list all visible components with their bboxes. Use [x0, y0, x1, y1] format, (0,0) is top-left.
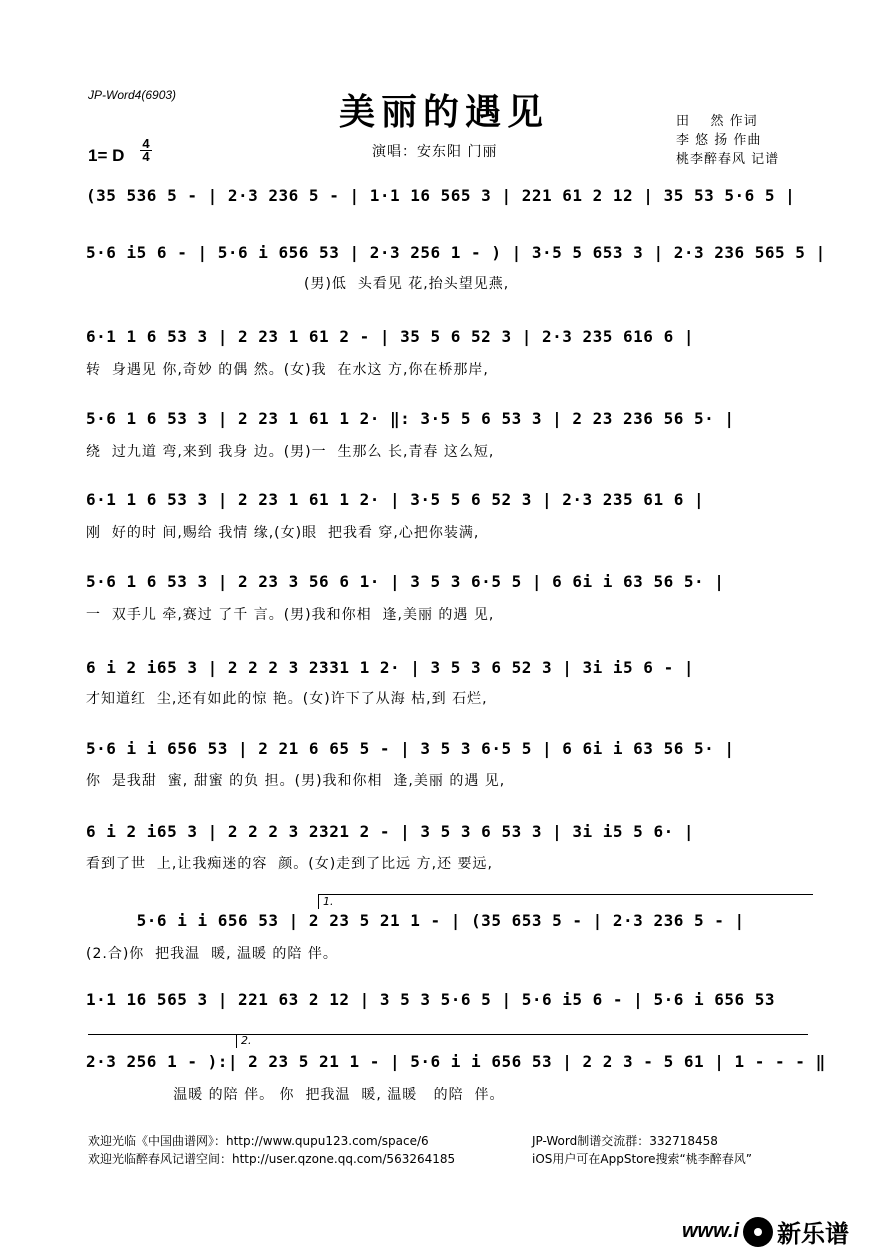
notes: 6 i 2 i65 3 | 2 2 2 3 2321 2 - | 3 5 3 6 53 3 | 3i i5 5 6· |	[86, 822, 694, 841]
notes: 5·6 i5 6 - | 5·6 i 656 53 | 2·3 256 1 - ) | 3·5 5 653 3 | 2·3 236 565 5 |	[86, 243, 826, 262]
lyrics: 看到了世 上,让我痴迷的容 颜。(女)走到了比远 方,还 要远,	[86, 856, 493, 872]
notes: 6 i 2 i65 3 | 2 2 2 3 2331 1 2· | 3 5 3 6 52 3 | 3i i5 6 - |	[86, 658, 694, 677]
logo-www: www.i	[682, 1220, 740, 1242]
footer-link-2[interactable]: 欢迎光临醉春风记谱空间：http://user.qzone.qq.com/563264185	[88, 1152, 456, 1166]
notes: 6·1 1 6 53 3 | 2 23 1 61 2 - | 35 5 6 52 3 | 2·3 235 616 6 |	[86, 327, 694, 346]
notes: 6·1 1 6 53 3 | 2 23 1 61 1 2· | 3·5 5 6 52 3 | 2·3 235 61 6 |	[86, 490, 705, 509]
key-signature: 1= D	[88, 146, 125, 165]
time-signature	[140, 138, 152, 163]
lyrics: 一 双手儿 牵,赛过 了千 言。(男)我和你相 逢,美丽 的遇 见,	[86, 607, 495, 623]
notes: 1·1 16 565 3 | 221 63 2 12 | 3 5 3 5·6 5 | 5·6 i5 6 - | 5·6 i 656 53	[86, 990, 776, 1009]
notes: 5·6 i i 656 53 | 2 23 5 21 1 - | (35 653 5 - | 2·3 236 5 - |	[86, 911, 745, 930]
notes: 5·6 1 6 53 3 | 2 23 3 56 6 1· | 3 5 3 6·5 5 | 6 6i i 63 56 5· |	[86, 572, 725, 591]
volta-2: 2.	[236, 1034, 801, 1048]
lyrics: (2.合)你 把我温 暖, 温暖 的陪 伴。	[86, 946, 338, 962]
watermark: JP-Word4(6903)	[88, 88, 177, 102]
singer: 演唱：安东阳 门丽	[372, 144, 498, 160]
notes: 5·6 1 6 53 3 | 2 23 1 61 1 2· ‖: 3·5 5 6 53 3 | 2 23 236 56 5· |	[86, 409, 735, 428]
logo-brand: 新乐谱	[777, 1220, 850, 1248]
song-title: 美丽的遇见	[338, 91, 549, 133]
lyrics: 绕 过九道 弯,来到 我身 边。(男)一 生那么 长,青春 这么短,	[86, 444, 495, 460]
record-icon	[743, 1217, 773, 1247]
footer-link-1[interactable]: 欢迎光临《中国曲谱网》：http://www.qupu123.com/space/6	[88, 1134, 429, 1148]
time-bottom: 4	[142, 149, 150, 164]
notes: (35 536 5 - | 2·3 236 5 - | 1·1 16 565 3 | 221 61 2 12 | 35 53 5·6 5 |	[86, 186, 796, 205]
lyrics: 才知道红 尘,还有如此的惊 艳。(女)许下了从海 枯,到 石烂,	[86, 691, 488, 707]
composer: 李 悠 扬 作曲	[676, 133, 762, 148]
transcriber: 桃李醉春风 记谱	[676, 152, 780, 167]
notes: 2·3 256 1 - ):| 2 23 5 21 1 - | 5·6 i i 656 53 | 2 2 3 - 5 61 | 1 - - - ‖	[86, 1052, 826, 1071]
time-top: 4	[142, 136, 150, 151]
footer-group: JP-Word制谱交流群：332718458	[532, 1134, 718, 1148]
site-logo[interactable]	[682, 1214, 849, 1249]
lyrics: 转 身遇见 你,奇妙 的偶 然。(女)我 在水这 方,你在桥那岸,	[86, 362, 489, 378]
lyrics: 你 是我甜 蜜, 甜蜜 的负 担。(男)我和你相 逢,美丽 的遇 见,	[86, 773, 506, 789]
credits	[676, 112, 779, 169]
lyrics: 刚 好的时 间,赐给 我情 缘,(女)眼 把我看 穿,心把你装满,	[86, 525, 480, 541]
notes: 5·6 i i 656 53 | 2 21 6 65 5 - | 3 5 3 6·5 5 | 6 6i i 63 56 5· |	[86, 739, 735, 758]
footer-ios: iOS用户可在AppStore搜索“桃李醉春风”	[532, 1152, 752, 1166]
lyrics: (男)低 头看见 花,抬头望见燕,	[86, 276, 510, 292]
lyricist: 田 然 作词	[676, 114, 758, 129]
lyrics: 温暖 的陪 伴。 你 把我温 暖, 温暖 的陪 伴。	[86, 1087, 505, 1103]
volta-1: 1.	[318, 894, 813, 909]
